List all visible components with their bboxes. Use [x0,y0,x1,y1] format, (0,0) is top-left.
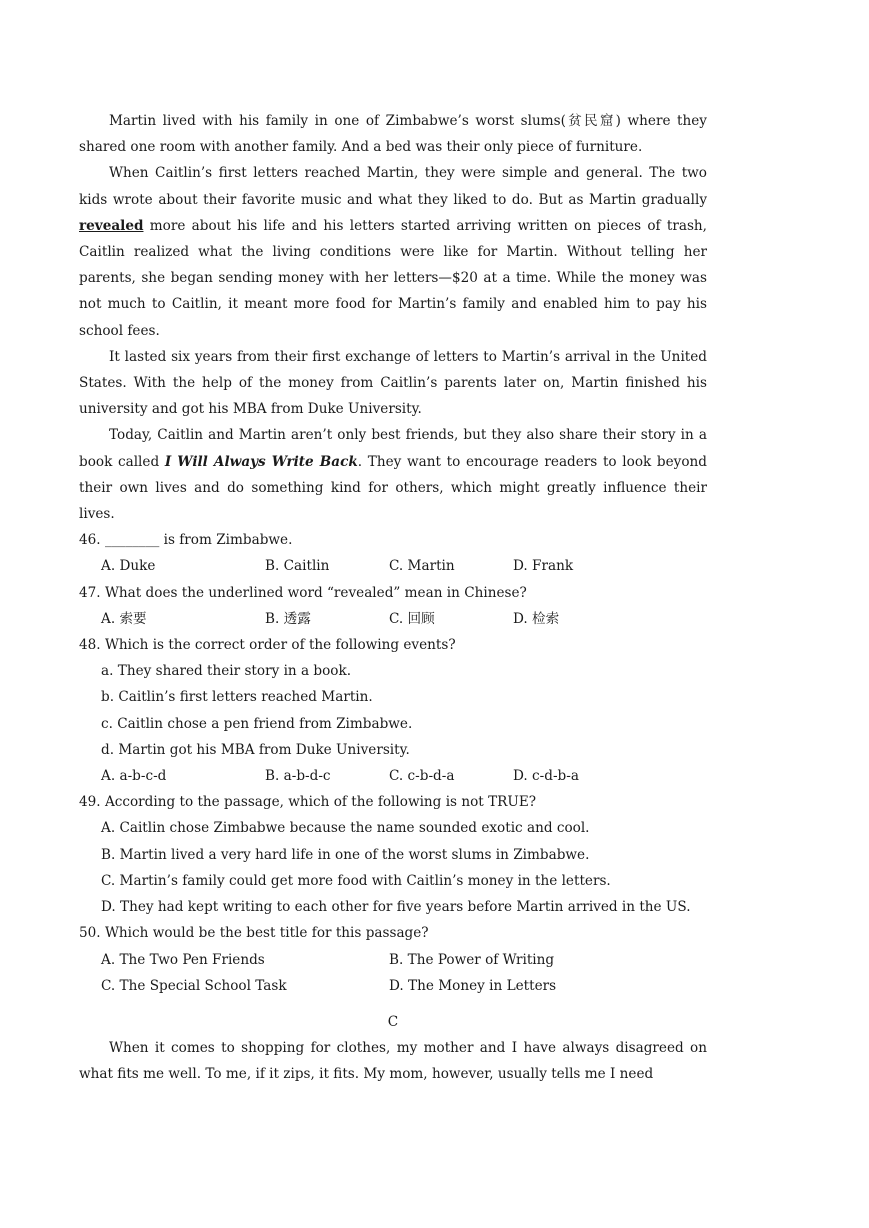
option: D. c-d-b-a [513,768,579,785]
option: A. a-b-c-d [101,768,167,785]
option: A. The Two Pen Friends [101,951,265,968]
option: B. 透露 [265,610,311,627]
question-47: 47. What does the underlined word “revealed” mean in Chinese? [79,584,527,601]
event-item: d. Martin got his MBA from Duke University. [101,741,410,758]
options-46 [79,553,707,579]
option: C. Martin [389,558,455,575]
options-47 [79,606,707,632]
option: A. Caitlin chose Zimbabwe because the name sounded exotic and cool. [101,820,590,837]
option: B. Martin lived a very hard life in one of the worst slums in Zimbabwe. [101,846,590,863]
paragraph-3: It lasted six years from their first exchange of letters to Martin’s arrival in the United States. With the help of the money from Caitlin’s parents later on, Martin finished his university and got his MBA from Duke University. [79,348,707,418]
options-50 [79,947,707,973]
options-48 [79,763,707,789]
paragraph-c1: When it comes to shopping for clothes, my mother and I have always disagreed on what fits me well. To me, if it zips, it fits. My mom, however, usually tells me I need [79,1040,707,1083]
option: D. The Money in Letters [389,977,557,994]
document-page [79,108,707,1088]
event-item: b. Caitlin’s first letters reached Martin. [101,689,373,706]
option: C. 回顾 [389,610,435,627]
option: A. 索要 [101,610,147,627]
option: C. Martin’s family could get more food with Caitlin’s money in the letters. [101,872,611,889]
option: B. The Power of Writing [389,951,555,968]
paragraph-2: When Caitlin’s first letters reached Martin, they were simple and general. The two kids wrote about their favorite music and what they liked to do. But as Martin gradually revealed more about his life and his letters started arriving written on pieces of trash, Caitlin realized what the living conditions were like for Martin. Without telling her parents, she began sending money with her letters—$20 at a time. While the money was not much to Caitlin, it meant more food for Martin’s family and enabled him to pay his school fees. [79,165,707,339]
option: C. The Special School Task [101,977,287,994]
option: D. 检索 [513,610,560,627]
option: C. c-b-d-a [389,768,455,785]
section-heading: C [387,1013,399,1030]
question-46: 46. ________ is from Zimbabwe. [79,532,293,549]
underlined-word: revealed [79,217,144,234]
question-50: 50. Which would be the best title for this passage? [79,925,429,942]
question-49: 49. According to the passage, which of the following is not TRUE? [79,794,537,811]
paragraph-1: Martin lived with his family in one of Zimbabwe’s worst slums(贫民窟) where they shared one room with another family. And a bed was their only piece of furniture. [79,113,707,156]
option: B. Caitlin [265,558,330,575]
book-title: I Will Always Write Back [164,453,358,470]
question-48: 48. Which is the correct order of the following events? [79,637,456,654]
option: B. a-b-d-c [265,768,331,785]
option: A. Duke [101,558,156,575]
paragraph-4: Today, Caitlin and Martin aren’t only best friends, but they also share their story in a book called I Will Always Write Back. They want to encourage readers to look beyond their own lives and do something kind for others, which might greatly influence their lives. [79,427,707,523]
option: D. Frank [513,558,574,575]
option: D. They had kept writing to each other for five years before Martin arrived in the US. [101,899,691,916]
options-50 [79,973,707,999]
event-item: a. They shared their story in a book. [101,663,352,680]
event-item: c. Caitlin chose a pen friend from Zimbabwe. [101,715,413,732]
